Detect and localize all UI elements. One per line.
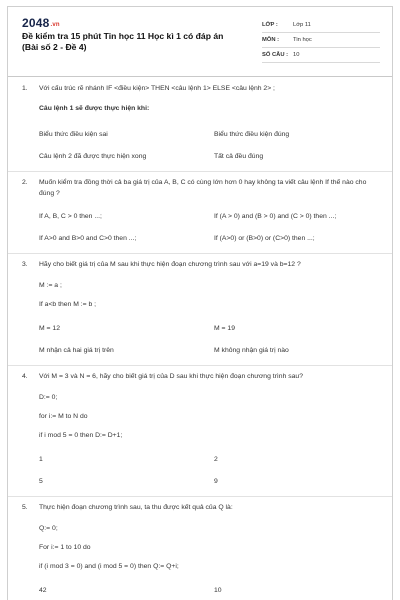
meta-label: LỚP : [262, 22, 278, 28]
question-number: 5. [22, 504, 28, 511]
meta-row-count [262, 48, 380, 63]
meta-value: Tin học [293, 37, 312, 43]
question-number: 3. [22, 261, 28, 268]
question-number: 1. [22, 85, 28, 92]
answer-option[interactable]: If (A>0) or (B>0) or (C>0) then ...; [214, 235, 315, 242]
meta-value: 10 [293, 52, 300, 58]
answer-option[interactable]: Câu lệnh 2 đã được thực hiện xong [39, 153, 147, 160]
answer-option[interactable]: M = 19 [214, 325, 235, 332]
answer-option[interactable]: 9 [214, 478, 218, 485]
answer-option[interactable]: M không nhận giá trị nào [214, 347, 289, 354]
question-separator [8, 171, 392, 172]
code-line: if (i mod 3 = 0) and (i mod 5 = 0) then Q:= Q+i; [39, 563, 179, 570]
code-line: Q:= 0; [39, 525, 58, 532]
code-line: for i:= M to N do [39, 413, 88, 420]
question-separator [8, 253, 392, 254]
exam-meta-table [262, 18, 380, 63]
answer-option[interactable]: If A, B, C > 0 then ...; [39, 213, 102, 220]
code-line: For i:= 1 to 10 do [39, 544, 91, 551]
answer-option[interactable]: M = 12 [39, 325, 60, 332]
exam-title: Đề kiểm tra 15 phút Tin học 11 Học kì 1 có đáp án (Bài số 2 - Đề 4) [22, 31, 224, 52]
question-number: 4. [22, 373, 28, 380]
meta-value: Lớp 11 [293, 22, 311, 28]
question-text: Thực hiện đoạn chương trình sau, ta thu được kết quả của Q là: [39, 504, 233, 511]
question-separator [8, 365, 392, 366]
answer-option[interactable]: If (A > 0) and (B > 0) and (C > 0) then ...; [214, 213, 337, 220]
logo-suffix: .vn [50, 22, 60, 28]
code-line: D:= 0; [39, 394, 58, 401]
answer-option[interactable]: Biểu thức điều kiện đúng [214, 131, 290, 138]
code-line: M := a ; [39, 282, 62, 289]
answer-option[interactable]: If A>0 and B>0 and C>0 then ...; [39, 235, 137, 242]
meta-row-class [262, 18, 380, 33]
meta-label: SỐ CÂU : [262, 52, 289, 58]
answer-option[interactable]: 5 [39, 478, 43, 485]
exam-header [8, 7, 392, 69]
question-prompt: Câu lệnh 1 sẽ được thực hiện khi: [39, 105, 150, 112]
header-divider [8, 76, 392, 77]
question-text: Với M = 3 và N = 6, hãy cho biết giá trị của D sau khi thực hiện đoạn chương trình sau? [39, 373, 303, 380]
site-logo[interactable] [22, 16, 60, 30]
logo-text: 2048 [22, 16, 50, 30]
answer-option[interactable]: 10 [214, 587, 222, 594]
answer-option[interactable]: Biểu thức điều kiện sai [39, 131, 108, 138]
meta-label: MÔN : [262, 37, 280, 43]
answer-option[interactable]: 42 [39, 587, 47, 594]
code-line: If a<b then M := b ; [39, 301, 97, 308]
question-text: Hãy cho biết giá trị của M sau khi thực hiện đoạn chương trình sau với a=19 và b=12 ? [39, 261, 301, 268]
meta-row-subject [262, 33, 380, 48]
question-text: Muốn kiểm tra đồng thời cả ba giá trị của A, B, C có cùng lớn hơn 0 hay không ta viết câu lệnh If thế nào cho đúng ? [39, 179, 367, 197]
answer-option[interactable]: 2 [214, 456, 218, 463]
code-line: if i mod 5 = 0 then D:= D+1; [39, 432, 123, 439]
exam-page [7, 6, 393, 600]
answer-option[interactable]: M nhận cả hai giá trị trên [39, 347, 114, 354]
question-number: 2. [22, 179, 28, 186]
question-separator [8, 496, 392, 497]
answer-option[interactable]: 1 [39, 456, 43, 463]
question-text: Với cấu trúc rẽ nhánh IF <điều kiện> THEN <câu lệnh 1> ELSE <câu lệnh 2> ; [39, 85, 275, 92]
answer-option[interactable]: Tất cả đều đúng [214, 153, 264, 160]
